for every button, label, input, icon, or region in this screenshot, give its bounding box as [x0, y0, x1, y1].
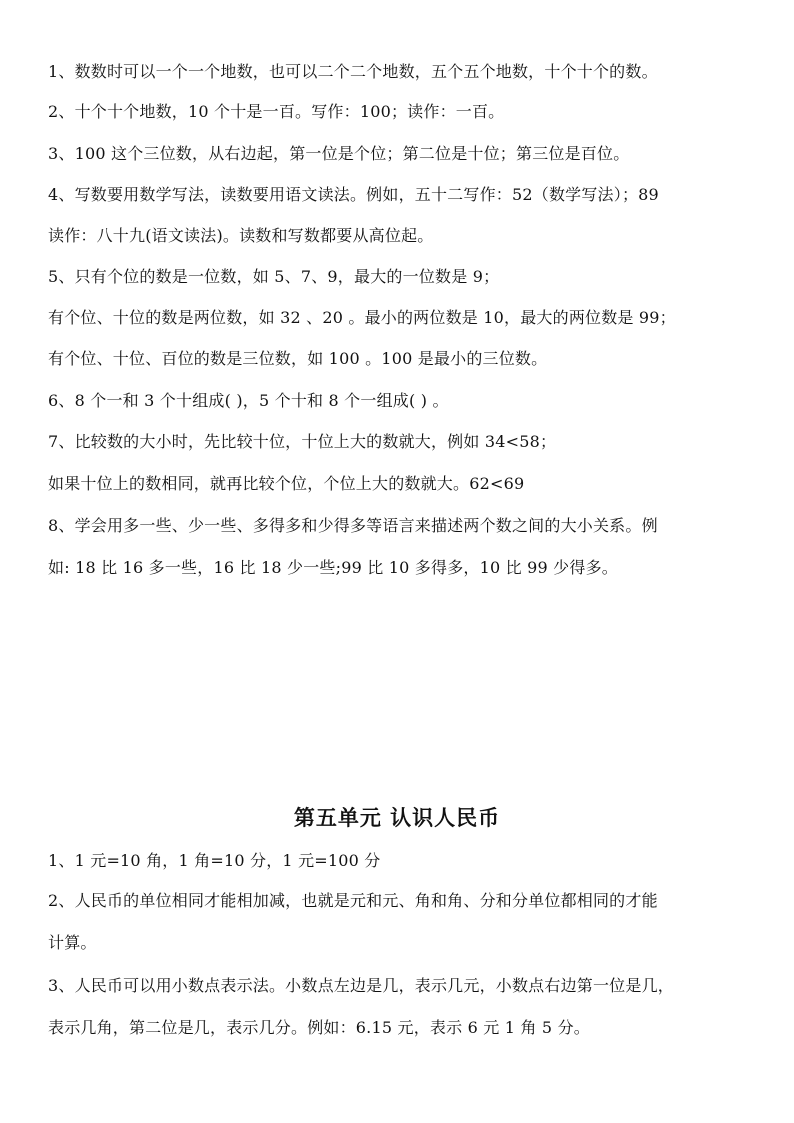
text-line: 7、比较数的大小时，先比较十位，十位上大的数就大，例如 34<58；	[48, 432, 557, 451]
text-line: 读作：八十九(语文读法)。读数和写数都要从高位起。	[48, 226, 434, 245]
text-line: 如果十位上的数相同，就再比较个位，个位上大的数就大。62<69	[48, 474, 525, 493]
text-line: 2、人民币的单位相同才能相加减，也就是元和元、角和角、分和分单位都相同的才能	[48, 891, 658, 910]
text-line: 有个位、十位的数是两位数，如 32 、20 。最小的两位数是 10，最大的两位数是 99；	[48, 308, 676, 327]
text-line: 表示几角，第二位是几，表示几分。例如：6.15 元，表示 6 元 1 角 5 分。	[48, 1018, 590, 1037]
text-line: 有个位、十位、百位的数是三位数，如 100 。100 是最小的三位数。	[48, 349, 548, 368]
section-title: 第五单元 认识人民币	[293, 805, 501, 830]
text-line: 3、人民币可以用小数点表示法。小数点左边是几，表示几元，小数点右边第一位是几，	[48, 976, 674, 995]
text-line: 1、数数时可以一个一个地数，也可以二个二个地数，五个五个地数，十个十个的数。	[48, 62, 658, 81]
text-line: 2、十个十个地数，10 个十是一百。写作：100；读作：一百。	[48, 102, 505, 121]
text-line: 4、写数要用数学写法，读数要用语文读法。例如，五十二写作：52（数学写法）；89	[48, 185, 659, 204]
text-line: 3、100 这个三位数，从右边起，第一位是个位；第二位是十位；第三位是百位。	[48, 144, 630, 163]
text-line: 8、学会用多一些、少一些、多得多和少得多等语言来描述两个数之间的大小关系。例	[48, 516, 658, 535]
text-line: 计算。	[48, 933, 97, 952]
text-line: 6、8 个一和 3 个十组成( )，5 个十和 8 个一组成( ) 。	[48, 391, 449, 410]
text-line: 5、只有个位的数是一位数，如 5、7、9，最大的一位数是 9；	[48, 267, 500, 286]
text-line: 如: 18 比 16 多一些，16 比 18 少一些;99 比 10 多得多，10 比 99 少得多。	[48, 558, 618, 577]
text-line: 1、1 元=10 角，1 角=10 分，1 元=100 分	[48, 851, 381, 870]
